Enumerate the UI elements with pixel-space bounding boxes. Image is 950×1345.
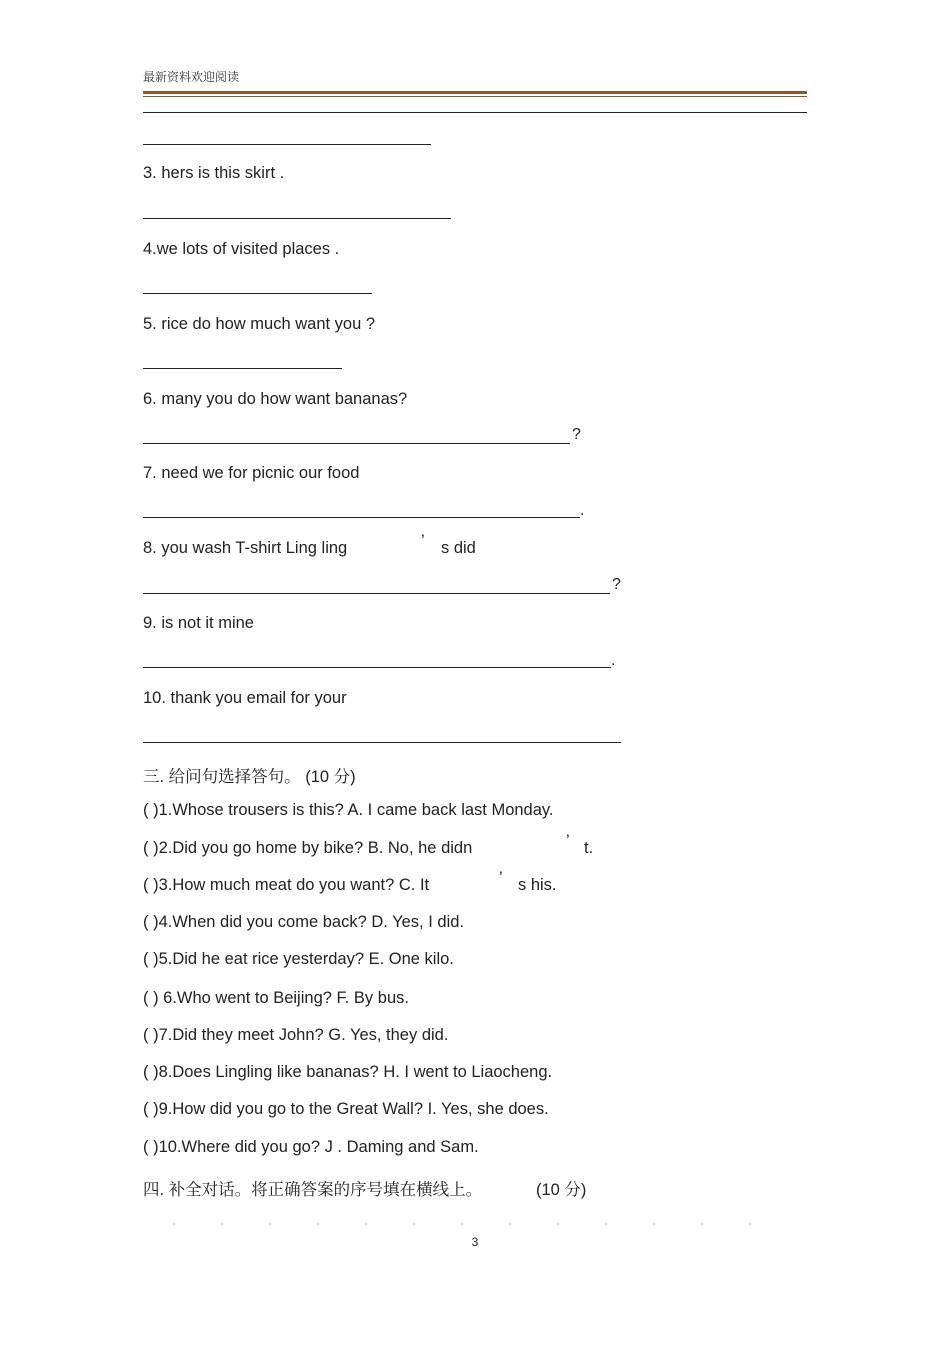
question-3: 3. hers is this skirt .	[143, 164, 285, 182]
match-item-tail: s his.	[518, 876, 557, 894]
answer-line-9[interactable]	[143, 667, 611, 668]
match-item-tail: t.	[584, 839, 594, 857]
match-item: ( )5.Did he eat rice yesterday? E. One kilo.	[143, 950, 454, 968]
answer-line	[143, 112, 807, 113]
match-item: ( )9.How did you go to the Great Wall? I. Yes, she does.	[143, 1100, 549, 1118]
apostrophe: ’	[499, 869, 503, 887]
match-item: ( )4.When did you come back? D. Yes, I did.	[143, 913, 465, 931]
match-item: ( )10.Where did you go? J . Daming and Sam.	[143, 1138, 479, 1156]
question-5: 5. rice do how much want you ?	[143, 315, 376, 333]
answer-line-6[interactable]	[143, 443, 570, 444]
question-4: 4.we lots of visited places .	[143, 240, 340, 258]
match-item: ( )3.How much meat do you want? C. It	[143, 876, 430, 894]
question-9: 9. is not it mine	[143, 614, 254, 632]
section-4-score: (10 分)	[536, 1181, 587, 1199]
question-8: 8. you wash T-shirt Ling ling	[143, 539, 348, 557]
apostrophe: ’	[566, 832, 570, 850]
section-4-title: 四. 补全对话。将正确答案的序号填在横线上。	[143, 1181, 483, 1199]
apostrophe: ’	[421, 532, 425, 550]
answer-end-mark: .	[611, 652, 616, 669]
header-rule-thin	[143, 96, 807, 97]
faint-dotted-row	[150, 1222, 790, 1226]
match-item: ( )1.Whose trousers is this? A. I came back last Monday.	[143, 801, 554, 819]
answer-line	[143, 144, 431, 145]
question-7: 7. need we for picnic our food	[143, 464, 360, 482]
question-6: 6. many you do how want bananas?	[143, 390, 408, 408]
answer-end-mark: ?	[572, 426, 581, 443]
section-3-title: 三. 给问句选择答句。 (10 分)	[143, 768, 356, 786]
answer-end-mark: .	[580, 502, 585, 519]
answer-end-mark: ?	[612, 576, 621, 593]
match-item: ( )8.Does Lingling like bananas? H. I went to Liaocheng.	[143, 1063, 553, 1081]
answer-line-10[interactable]	[143, 742, 621, 743]
answer-line-5[interactable]	[143, 368, 342, 369]
header-rule-thick	[143, 91, 807, 94]
answer-line-3[interactable]	[143, 218, 451, 219]
match-item: ( ) 6.Who went to Beijing? F. By bus.	[143, 989, 409, 1007]
answer-line-8[interactable]	[143, 593, 610, 594]
answer-line-4[interactable]	[143, 293, 372, 294]
page-header: 最新资料欢迎阅读	[143, 70, 240, 84]
match-item: ( )7.Did they meet John? G. Yes, they did.	[143, 1026, 449, 1044]
match-item: ( )2.Did you go home by bike? B. No, he didn	[143, 839, 473, 857]
question-8-tail: s did	[441, 539, 476, 557]
answer-line-7[interactable]	[143, 517, 580, 518]
page-number: 3	[471, 1235, 479, 1249]
question-10: 10. thank you email for your	[143, 689, 347, 707]
